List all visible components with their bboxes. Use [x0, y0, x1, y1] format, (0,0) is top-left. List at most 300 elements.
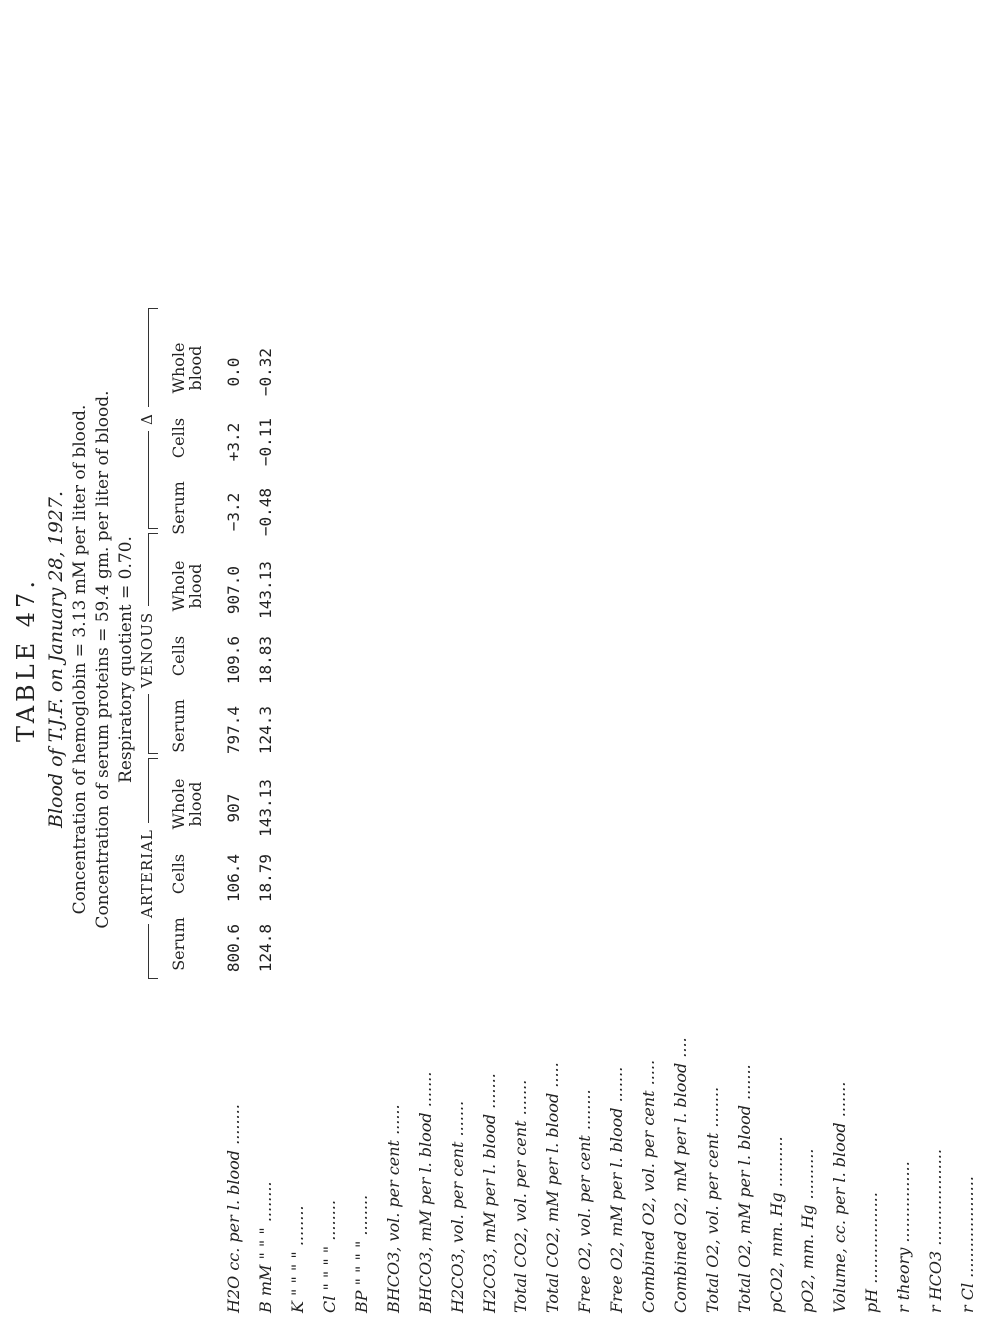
table-cell — [569, 843, 601, 913]
table-cell: −3.2 — [224, 492, 244, 532]
table-cell — [346, 773, 378, 843]
group-gap — [314, 765, 346, 773]
table-cell — [282, 555, 314, 625]
table-cell — [601, 477, 633, 547]
table-cell — [601, 913, 633, 983]
table-cell — [282, 477, 314, 547]
col-delta-serum: Serum — [169, 481, 188, 535]
group-gap — [728, 547, 760, 555]
table-row — [569, 337, 601, 1319]
table-cell — [473, 773, 505, 843]
table-cell — [920, 773, 952, 843]
table-cell — [409, 407, 441, 477]
table-cell — [728, 337, 760, 407]
table-row — [760, 337, 792, 1319]
table-row — [888, 337, 920, 1319]
table-cell — [377, 625, 409, 695]
group-gap — [920, 765, 952, 773]
table-cell — [409, 477, 441, 547]
table-cell — [505, 773, 537, 843]
row-label: Total CO2, mM per l. blood ..... — [543, 1062, 563, 1313]
row-label: H2CO3, vol. per cent ....... — [447, 1100, 467, 1313]
table-row — [824, 337, 856, 1319]
table-cell — [346, 407, 378, 477]
col-venous-serum: Serum — [169, 699, 188, 753]
table-cell — [473, 407, 505, 477]
table-cell — [633, 555, 665, 625]
group-gap — [951, 547, 983, 555]
table-cell — [537, 913, 569, 983]
table-row — [951, 337, 983, 1319]
table-cell — [601, 625, 633, 695]
table-cell — [346, 477, 378, 547]
table-cell — [537, 407, 569, 477]
row-label: Free O2, mM per l. blood ....... — [607, 1066, 627, 1313]
table-cell — [505, 555, 537, 625]
table-cell — [760, 843, 792, 913]
table-cell — [505, 625, 537, 695]
table-cell — [633, 407, 665, 477]
table-cell — [856, 477, 888, 547]
group-gap — [888, 547, 920, 555]
group-gap — [314, 547, 346, 555]
table-row — [377, 337, 409, 1319]
table-cell — [728, 773, 760, 843]
table-cell — [282, 407, 314, 477]
table-row — [696, 337, 728, 1319]
table-cell — [569, 555, 601, 625]
table-cell — [569, 773, 601, 843]
table-cell — [633, 625, 665, 695]
table-row — [633, 337, 665, 1319]
table-cell — [728, 695, 760, 765]
table-cell — [473, 913, 505, 983]
table-row — [282, 337, 314, 1319]
table-cell: 143.13 — [256, 561, 276, 619]
arterial-rule-left-tick — [148, 978, 158, 979]
table-cell — [282, 695, 314, 765]
group-gap — [282, 547, 314, 555]
table-cell — [888, 407, 920, 477]
table-cell — [920, 913, 952, 983]
table-header — [12, 0, 136, 1319]
group-gap — [664, 547, 696, 555]
venous-rule-right-tick — [148, 533, 158, 534]
row-label: B mM " " " ........ — [256, 1181, 276, 1313]
delta-rule-right-tick — [148, 308, 158, 309]
table-cell — [760, 555, 792, 625]
table-cell — [314, 625, 346, 695]
table-cell — [282, 625, 314, 695]
table-cell — [346, 555, 378, 625]
table-cell — [664, 407, 696, 477]
table-cell — [856, 913, 888, 983]
table-row — [728, 337, 760, 1319]
table-cell — [888, 773, 920, 843]
row-label: BHCO3, mM per l. blood ....... — [415, 1071, 435, 1313]
table-cell — [314, 337, 346, 407]
row-label: Volume, cc. per l. blood ....... — [830, 1081, 850, 1313]
table-cell — [951, 625, 983, 695]
row-label: Combined O2, vol. per cent ..... — [639, 1059, 659, 1313]
table-subtitle: Blood of T.J.F. on January 28, 1927. — [45, 491, 67, 828]
row-label: H2O cc. per l. blood ........ — [224, 1104, 244, 1313]
table-cell — [920, 843, 952, 913]
table-cell — [696, 407, 728, 477]
group-gap — [601, 547, 633, 555]
table-cell — [760, 407, 792, 477]
table-cell — [856, 407, 888, 477]
table-cell — [346, 843, 378, 913]
table-cell — [377, 773, 409, 843]
table-cell — [346, 695, 378, 765]
table-cell — [824, 477, 856, 547]
group-gap — [409, 765, 441, 773]
table-cell — [409, 555, 441, 625]
table-cell: 109.6 — [224, 635, 244, 685]
table-title: TABLE 47. — [12, 577, 40, 742]
table-row — [218, 337, 250, 1319]
col-arterial-serum: Serum — [169, 917, 188, 971]
table-cell — [441, 773, 473, 843]
table-cell — [473, 477, 505, 547]
table-row — [250, 337, 282, 1319]
table-cell — [856, 625, 888, 695]
table-cell — [920, 695, 952, 765]
table-cell — [601, 843, 633, 913]
table-cell — [824, 695, 856, 765]
row-label: Free O2, vol. per cent ........ — [575, 1089, 595, 1313]
table-cell — [441, 337, 473, 407]
table-cell — [314, 843, 346, 913]
table-cell — [282, 843, 314, 913]
table-cell: 907 — [224, 793, 244, 823]
table-cell — [760, 695, 792, 765]
table-cell — [888, 695, 920, 765]
group-gap — [377, 765, 409, 773]
table-cell — [728, 407, 760, 477]
table-cell — [856, 773, 888, 843]
section-arterial: ARTERIAL — [138, 823, 156, 924]
table-cell — [314, 773, 346, 843]
table-cell — [601, 407, 633, 477]
group-gap — [218, 765, 250, 773]
table-cell — [537, 695, 569, 765]
arterial-rule-right-tick — [148, 758, 158, 759]
group-gap — [569, 765, 601, 773]
table-cell — [728, 477, 760, 547]
group-gap — [282, 765, 314, 773]
table-cell — [473, 695, 505, 765]
table-cell — [888, 913, 920, 983]
table-row — [664, 337, 696, 1319]
group-gap — [569, 547, 601, 555]
table-cell — [664, 555, 696, 625]
table-cell — [824, 407, 856, 477]
table-cell — [569, 407, 601, 477]
group-gap — [920, 547, 952, 555]
table-cell — [314, 477, 346, 547]
row-label: r HCO3 ................... — [926, 1149, 946, 1313]
table-cell — [888, 337, 920, 407]
table-cell — [409, 625, 441, 695]
table-cell — [377, 843, 409, 913]
group-gap — [856, 547, 888, 555]
table-cell — [760, 337, 792, 407]
group-gap — [505, 765, 537, 773]
table-cell — [441, 407, 473, 477]
group-gap — [664, 765, 696, 773]
table-cell — [728, 913, 760, 983]
table-cell — [473, 337, 505, 407]
table-cell — [696, 555, 728, 625]
table-cell — [951, 337, 983, 407]
group-gap — [346, 765, 378, 773]
table-cell — [888, 477, 920, 547]
table-cell — [696, 843, 728, 913]
table-cell — [377, 695, 409, 765]
table-cell — [633, 913, 665, 983]
group-gap — [696, 765, 728, 773]
table-cell — [569, 625, 601, 695]
table-cell — [346, 913, 378, 983]
table-cell — [664, 625, 696, 695]
table-cell — [824, 337, 856, 407]
table-cell — [888, 843, 920, 913]
col-venous-whole-blood: Whole blood — [169, 560, 205, 612]
table-cell — [441, 695, 473, 765]
table-cell — [664, 913, 696, 983]
table-cell — [664, 843, 696, 913]
table-row — [537, 337, 569, 1319]
row-label: BHCO3, vol. per cent ...... — [383, 1104, 403, 1313]
table-cell — [951, 773, 983, 843]
table-cell — [505, 695, 537, 765]
table-cell — [920, 625, 952, 695]
section-delta: Δ — [138, 407, 156, 431]
group-gap — [346, 547, 378, 555]
group-gap — [218, 547, 250, 555]
table-cell: +3.2 — [224, 422, 244, 462]
table-cell — [696, 625, 728, 695]
table-row — [346, 337, 378, 1319]
table-cell — [473, 843, 505, 913]
table-cell — [664, 477, 696, 547]
table-cell — [601, 337, 633, 407]
table-cell — [696, 695, 728, 765]
table-row — [441, 337, 473, 1319]
table-cell — [920, 477, 952, 547]
table-cell — [760, 913, 792, 983]
table-cell — [537, 477, 569, 547]
table-cell — [696, 337, 728, 407]
table-cell — [792, 337, 824, 407]
table-cell — [633, 477, 665, 547]
row-label: Total O2, vol. per cent ........ — [702, 1086, 722, 1313]
row-label: Total CO2, vol. per cent ....... — [511, 1079, 531, 1313]
table-cell — [282, 337, 314, 407]
group-gap — [951, 765, 983, 773]
table-cell — [888, 555, 920, 625]
table-cell — [282, 773, 314, 843]
table-cell — [633, 843, 665, 913]
table-cell — [633, 337, 665, 407]
venous-rule-left-tick — [148, 753, 158, 754]
row-label: K " " " " ........ — [288, 1205, 308, 1313]
hemoglobin-line: Concentration of hemoglobin = 3.13 mM per liter of blood. — [70, 404, 90, 915]
table-cell — [505, 337, 537, 407]
table-cell — [569, 695, 601, 765]
table-cell — [824, 625, 856, 695]
table-cell — [664, 773, 696, 843]
table-cell — [505, 407, 537, 477]
table-cell: 18.79 — [256, 853, 276, 903]
table-cell — [409, 337, 441, 407]
table-cell — [856, 843, 888, 913]
table-cell — [951, 555, 983, 625]
table-cell — [537, 625, 569, 695]
table-cell — [569, 477, 601, 547]
table-cell — [409, 913, 441, 983]
col-arterial-whole-blood: Whole blood — [169, 778, 205, 830]
table-cell: 797.4 — [224, 705, 244, 755]
table-cell — [824, 555, 856, 625]
table-cell: −0.11 — [256, 417, 276, 467]
table-row — [409, 337, 441, 1319]
table-cell — [696, 913, 728, 983]
table-cell — [569, 337, 601, 407]
table-cell — [409, 843, 441, 913]
delta-rule-left-tick — [148, 528, 158, 529]
table-cell: 106.4 — [224, 853, 244, 903]
table-cell: −0.32 — [256, 347, 276, 397]
table-row — [856, 337, 888, 1319]
group-gap — [537, 765, 569, 773]
table-cell — [377, 407, 409, 477]
group-gap — [760, 547, 792, 555]
group-gap — [250, 547, 282, 555]
table-cell — [633, 773, 665, 843]
table-cell — [473, 625, 505, 695]
table-cell: 18.83 — [256, 635, 276, 685]
group-gap — [505, 547, 537, 555]
table-cell — [728, 843, 760, 913]
table-cell — [314, 695, 346, 765]
col-arterial-cells: Cells — [169, 853, 188, 895]
table-cell: 124.3 — [256, 705, 276, 755]
group-gap — [792, 765, 824, 773]
table-cell: −0.48 — [256, 487, 276, 537]
table-cell — [664, 695, 696, 765]
quotient-line: Respiratory quotient = 0.70. — [116, 536, 136, 783]
table-cell — [346, 337, 378, 407]
table-cell — [920, 337, 952, 407]
table-cell — [601, 695, 633, 765]
table-cell — [473, 555, 505, 625]
table-cell — [377, 913, 409, 983]
table-cell — [633, 695, 665, 765]
table-cell — [951, 843, 983, 913]
row-label: pO2, mm. Hg .......... — [798, 1148, 818, 1313]
table-cell — [792, 407, 824, 477]
table-cell — [441, 555, 473, 625]
table-cell — [537, 337, 569, 407]
table-row — [920, 337, 952, 1319]
table-cell: 124.8 — [256, 923, 276, 973]
table-cell — [760, 773, 792, 843]
table-cell — [951, 695, 983, 765]
group-gap — [441, 547, 473, 555]
table-cell — [792, 555, 824, 625]
table-cell — [824, 913, 856, 983]
table-cell — [856, 555, 888, 625]
table-cell — [346, 625, 378, 695]
section-venous: VENOUS — [138, 606, 156, 694]
group-gap — [441, 765, 473, 773]
table-cell — [760, 625, 792, 695]
col-delta-cells: Cells — [169, 417, 188, 459]
table-cell — [696, 773, 728, 843]
table-cell — [920, 555, 952, 625]
group-gap — [824, 547, 856, 555]
row-label: r theory ................ — [894, 1161, 914, 1313]
table-cell — [441, 477, 473, 547]
table-cell — [601, 773, 633, 843]
table-cell — [282, 913, 314, 983]
table-cell — [377, 477, 409, 547]
table-cell — [728, 555, 760, 625]
group-gap — [250, 765, 282, 773]
row-label: Total O2, mM per l. blood ....... — [734, 1064, 754, 1313]
table-cell — [951, 477, 983, 547]
table-cell — [760, 477, 792, 547]
table-cell — [824, 843, 856, 913]
group-gap — [888, 765, 920, 773]
row-label: pCO2, mm. Hg .......... — [766, 1136, 786, 1313]
table-cell: 143.13 — [256, 779, 276, 837]
table-row — [505, 337, 537, 1319]
row-label: BP " " " " ........ — [352, 1194, 371, 1313]
table-cell — [537, 843, 569, 913]
table-cell — [441, 625, 473, 695]
group-gap — [728, 765, 760, 773]
table-cell — [856, 695, 888, 765]
table-cell — [377, 337, 409, 407]
table-cell — [441, 843, 473, 913]
group-gap — [856, 765, 888, 773]
row-label: Combined O2, mM per l. blood .... — [670, 1037, 690, 1313]
group-gap — [760, 765, 792, 773]
row-label: r Cl .................... — [957, 1176, 977, 1313]
group-gap — [537, 547, 569, 555]
group-gap — [377, 547, 409, 555]
table-cell — [505, 913, 537, 983]
table-cell — [314, 555, 346, 625]
table-cell — [505, 843, 537, 913]
group-gap — [601, 765, 633, 773]
data-table — [218, 337, 983, 1319]
table-cell — [920, 407, 952, 477]
table-cell — [792, 843, 824, 913]
group-gap — [409, 547, 441, 555]
table-cell — [505, 477, 537, 547]
table-cell — [888, 625, 920, 695]
group-gap — [633, 547, 665, 555]
table-cell — [696, 477, 728, 547]
group-gap — [473, 547, 505, 555]
table-cell — [792, 773, 824, 843]
proteins-line: Concentration of serum proteins = 59.4 gm. per liter of blood. — [93, 390, 113, 929]
